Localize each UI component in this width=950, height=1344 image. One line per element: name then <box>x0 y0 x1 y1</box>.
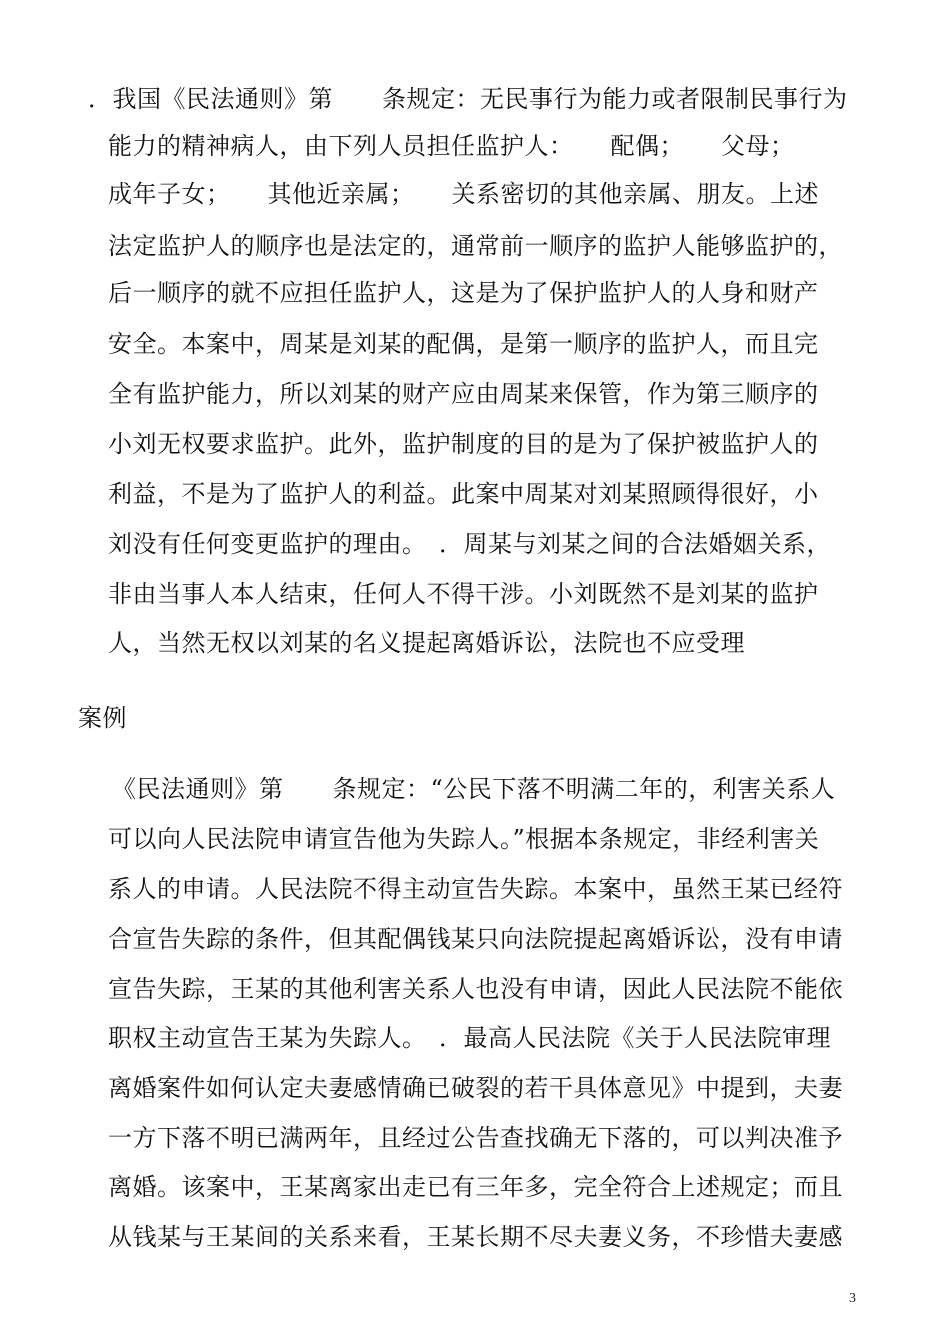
text-line: 刘没有任何变更监护的理由。 ．周某与刘某之间的合法婚姻关系， <box>108 530 831 558</box>
text-line: ．我国《民法通则》第 条规定：无民事行为能力或者限制民事行为 <box>88 85 848 113</box>
text-line: 可以向人民法院申请宣告他为失踪人。”根据本条规定，非经利害关 <box>108 825 820 853</box>
text-line: 职权主动宣告王某为失踪人。 ．最高人民法院《关于人民法院审理 <box>108 1024 831 1052</box>
text-line: 非由当事人本人结束，任何人不得干涉。小刘既然不是刘某的监护 <box>108 580 819 608</box>
page-number: 3 <box>849 1291 856 1306</box>
text-line: 法定监护人的顺序也是法定的，通常前一顺序的监护人能够监护的， <box>108 232 843 260</box>
text-line: 宣告失踪，王某的其他利害关系人也没有申请，因此人民法院不能依 <box>108 975 843 1003</box>
text-line: 能力的精神病人，由下列人员担任监护人： 配偶； 父母； <box>108 132 795 160</box>
text-line: 利益，不是为了监护人的利益。此案中周某对刘某照顾得很好，小 <box>108 480 819 508</box>
section-heading: 案例 <box>78 704 127 732</box>
text-line: 离婚案件如何认定夫妻感情确已破裂的若干具体意见》中提到，夫妻 <box>108 1074 843 1102</box>
text-line: 系人的申请。人民法院不得主动宣告失踪。本案中，虽然王某已经符 <box>108 875 843 903</box>
text-line: 成年子女； 其他近亲属； 关系密切的其他亲属、朋友。上述 <box>108 180 819 208</box>
text-line: 后一顺序的就不应担任监护人，这是为了保护监护人的人身和财产 <box>108 279 819 307</box>
text-line: 全有监护能力，所以刘某的财产应由周某来保管，作为第三顺序的 <box>108 380 819 408</box>
text-line: 一方下落不明已满两年，且经过公告查找确无下落的，可以判决准予 <box>108 1124 843 1152</box>
text-line: 离婚。该案中，王某离家出走已有三年多，完全符合上述规定；而且 <box>108 1173 843 1201</box>
text-line: 合宣告失踪的条件，但其配偶钱某只向法院提起离婚诉讼，没有申请 <box>108 925 843 953</box>
text-line: 小刘无权要求监护。此外，监护制度的目的是为了保护被监护人的 <box>108 430 819 458</box>
text-line: 安全。本案中，周某是刘某的配偶，是第一顺序的监护人，而且完 <box>108 330 819 358</box>
text-line: 从钱某与王某间的关系来看，王某长期不尽夫妻义务，不珍惜夫妻感 <box>108 1223 843 1251</box>
text-line: 《民法通则》第 条规定：“公民下落不明满二年的，利害关系人 <box>112 775 836 803</box>
text-line: 人，当然无权以刘某的名义提起离婚诉讼，法院也不应受理 <box>108 629 745 657</box>
